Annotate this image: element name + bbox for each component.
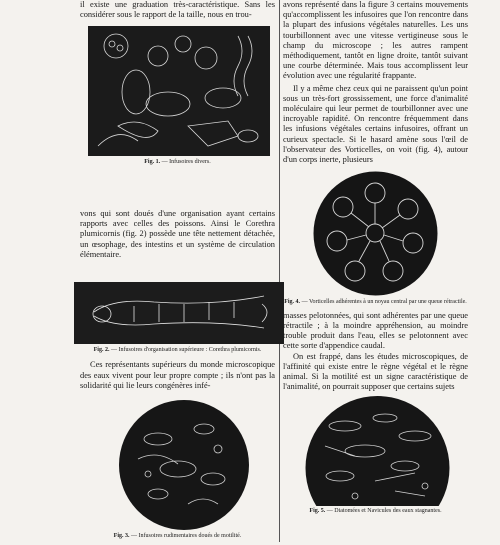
figure-4-caption-label: Fig. 4.: [284, 299, 301, 306]
figure-3: [118, 399, 250, 531]
figure-1-caption-label: Fig. 1.: [144, 159, 161, 166]
paragraph-left-top: il existe une graduation très-caractéristique. Sans les considérer sous le rapport de la taille, nous en trou-: [80, 0, 275, 20]
figure-3-caption: [80, 533, 275, 541]
figure-2: [74, 282, 284, 344]
paragraph-left-bottom: Ces représentants supérieurs du monde microscopique des eaux vivent pour leur propre compte ; ils n'ont pas la solidarité qui lie leurs congénères infé-: [80, 360, 275, 390]
column-rule: [279, 0, 280, 542]
figure-2-caption-text: — Infusoires d'organisation supérieure : Corethra plumicornis.: [110, 346, 262, 353]
figure-4: [313, 171, 438, 296]
paragraph-right-1: avons représenté dans la figure 3 certains mouvements qu'accomplissent les infusoires que l'on rencontre dans la plupart des infusions végétales naturelles. Les uns tourbillonnent avec une vitesse vertigineuse sous le champ du microscope ; les autres rampent méthodiquement, tantôt en ligne droite, tantôt suivant une courbe déterminée. Mais tous accomplissent leur évolution avec une régularité frappante.: [283, 0, 468, 81]
right-column: [283, 0, 468, 520]
left-column: [80, 0, 275, 545]
figure-5-illustration: [305, 396, 450, 506]
figure-2-caption: [80, 347, 275, 355]
figure-3-illustration: [118, 399, 250, 531]
figure-4-illustration: [313, 171, 438, 296]
figure-2-caption-label: Fig. 2.: [93, 346, 110, 353]
figure-4-caption: [283, 299, 468, 307]
figure-5-caption-text: — Diatomées et Navicules des eaux stagnantes.: [326, 508, 442, 515]
paragraph-left-mid: vons qui sont doués d'une organisation ayant certains rapports avec celles des poissons. Ainsi le Corethra plumicornis (fig. 2) possède une tête nettement détachée, un œsophage, des intestins et un système de circulation élémentaire.: [80, 208, 275, 259]
paragraph-right-3: masses pelotonnées, qui sont adhérentes par une queue rétractile ; à la moindre appréhension, au moindre trouble produit dans l'eau, elles se pelotonnent avec cette sorte d'appendice caudal.: [283, 310, 468, 351]
figure-3-caption-label: Fig. 3.: [113, 533, 130, 540]
figure-1-illustration: [88, 26, 270, 156]
figure-5: [305, 396, 450, 506]
figure-2-illustration: [74, 282, 284, 344]
figure-3-caption-text: — Infusoires rudimentaires doués de motilité.: [131, 533, 242, 540]
figure-1-caption: [80, 159, 275, 167]
figure-5-caption: [283, 508, 468, 516]
figure-1: [88, 26, 270, 156]
paragraph-right-2: Il y a même chez ceux qui ne paraissent qu'un point sous un très-fort grossissement, une force d'animalité moléculaire qui leur permet de tourbillonner avec une incroyable rapidité. On rencontre fréquemment dans les infusions végétales certains infusoires, offrant un curieux spectacle. Si le hasard amène sous l'œil de l'observateur des Vorticelles, on voit (fig. 4), autour d'un corps inerte, plusieurs: [283, 83, 468, 165]
paragraph-right-4: On est frappé, dans les études microscopiques, de l'affinité qui existe entre le règne végétal et le règne animal. Si la motilité est un signe caractéristique de l'animalité, on pourrait supposer que certains sujets: [283, 351, 468, 392]
figure-4-caption-text: — Vorticelles adhérentes à un noyau central par une queue rétractile.: [301, 299, 467, 306]
figure-5-caption-label: Fig. 5.: [309, 508, 326, 515]
figure-1-caption-text: — Infusoires divers.: [161, 159, 211, 166]
